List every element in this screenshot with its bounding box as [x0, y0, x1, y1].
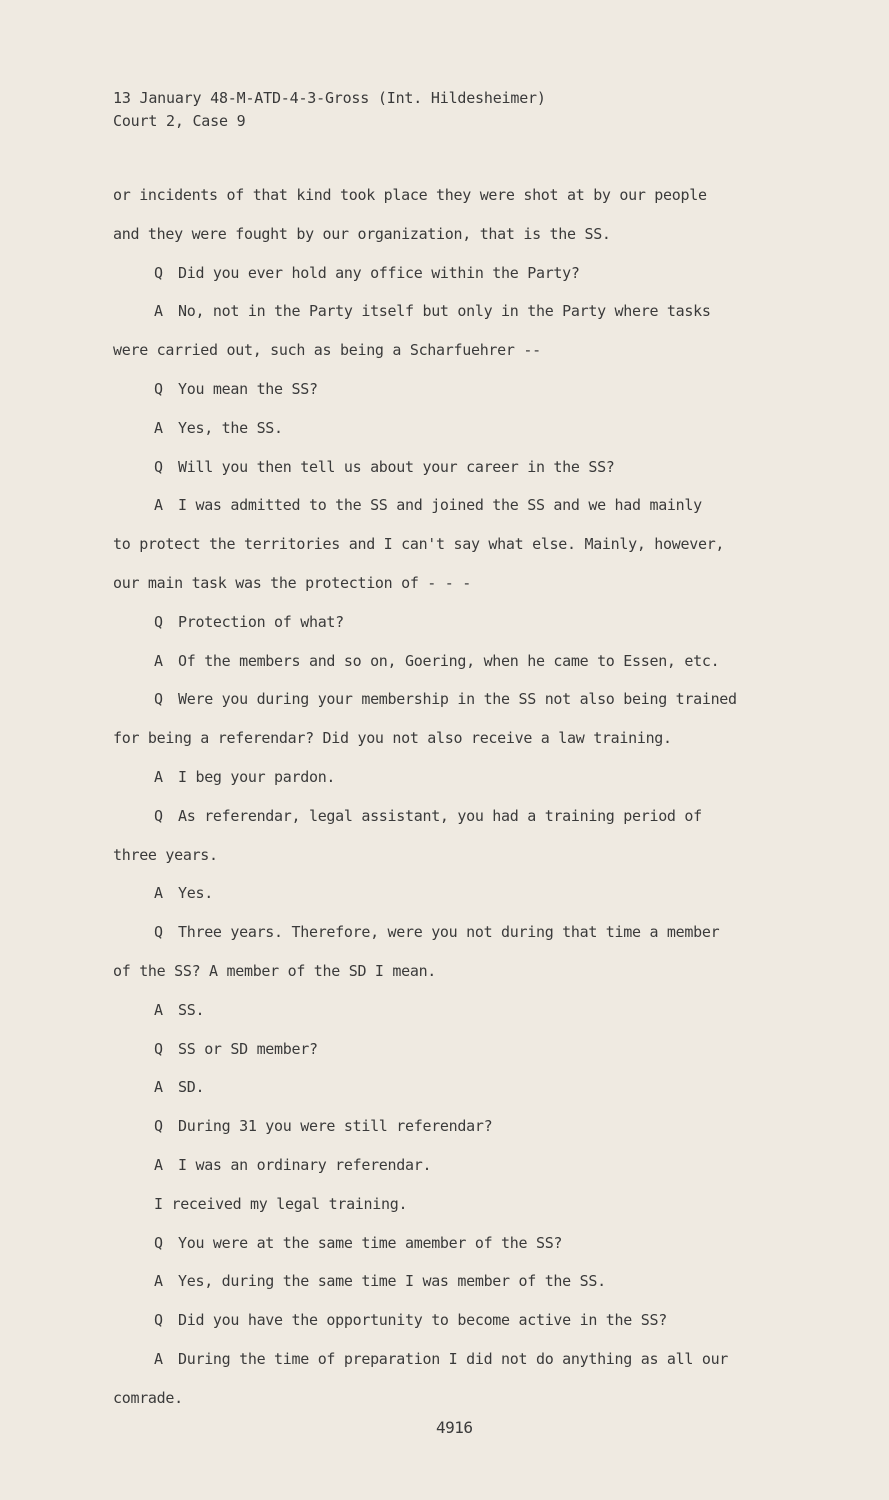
line-text: Of the members and so on, Goering, when he came to Essen, etc.	[178, 651, 720, 670]
header-line-date-reference: 13 January 48-M-ATD-4-3-Gross (Int. Hildesheimer)	[113, 89, 546, 107]
transcript-line	[113, 261, 813, 300]
line-text: comrade.	[113, 1388, 183, 1407]
speaker-label: Q	[154, 379, 163, 398]
speaker-label: Q	[154, 690, 163, 709]
transcript-line	[113, 183, 813, 222]
transcript-line	[113, 726, 813, 765]
line-text: Yes, during the same time I was member of the SS.	[178, 1272, 606, 1291]
line-text: No, not in the Party itself but only in the Party where tasks	[178, 302, 711, 321]
line-text: SD.	[178, 1078, 205, 1097]
line-text: Protection of what?	[178, 612, 344, 631]
line-text: and they were fought by our organization, that is the SS.	[113, 224, 611, 243]
line-text: Will you then tell us about your career in the SS?	[178, 457, 615, 476]
transcript-line	[113, 493, 813, 532]
line-text: As referendar, legal assistant, you had a training period of	[178, 806, 702, 825]
speaker-label: A	[154, 1349, 163, 1368]
transcript-line	[113, 843, 813, 882]
speaker-label: A	[154, 767, 163, 786]
line-text: or incidents of that kind took place they were shot at by our people	[113, 186, 707, 204]
speaker-label: A	[154, 651, 163, 670]
speaker-label: A	[154, 1000, 163, 1019]
line-text: for being a referendar? Did you not also receive a law training.	[113, 729, 672, 748]
transcript-line	[113, 1114, 813, 1153]
transcript-line	[113, 1308, 813, 1347]
speaker-label: A	[154, 1155, 163, 1174]
transcript-line	[113, 920, 813, 959]
line-text: You mean the SS?	[178, 379, 318, 398]
transcript-line	[113, 804, 813, 843]
line-text: our main task was the protection of - - -	[113, 573, 471, 592]
speaker-label: Q	[154, 1039, 163, 1058]
speaker-label: Q	[154, 1117, 163, 1136]
speaker-label: A	[154, 1272, 163, 1291]
transcript-line	[113, 299, 813, 338]
line-text: SS.	[178, 1000, 205, 1019]
transcript-line	[113, 649, 813, 688]
transcript-line	[113, 1347, 813, 1386]
transcript-line	[113, 1037, 813, 1076]
speaker-label: Q	[154, 806, 163, 825]
line-text: You were at the same time amember of the SS?	[178, 1233, 563, 1252]
transcript-line	[113, 571, 813, 610]
speaker-label: A	[154, 418, 163, 437]
line-text: I was admitted to the SS and joined the SS and we had mainly	[178, 496, 702, 515]
line-text: SS or SD member?	[178, 1039, 318, 1058]
line-text: During the time of preparation I did not do anything as all our	[178, 1349, 729, 1368]
speaker-label: Q	[154, 612, 163, 631]
transcript-line	[113, 338, 813, 377]
line-text: I was an ordinary referendar.	[178, 1155, 432, 1174]
speaker-label: Q	[154, 1311, 163, 1330]
transcript-line	[113, 1269, 813, 1308]
speaker-label: A	[154, 302, 163, 321]
transcript-line	[113, 532, 813, 571]
line-text: Yes.	[178, 884, 213, 903]
speaker-label: Q	[154, 923, 163, 942]
speaker-label: A	[154, 1078, 163, 1097]
line-text: Three years. Therefore, were you not during that time a member	[178, 923, 720, 942]
line-text: were carried out, such as being a Scharfuehrer --	[113, 341, 541, 360]
line-text: Yes, the SS.	[178, 418, 283, 437]
transcript-body	[113, 183, 813, 1425]
speaker-label: Q	[154, 1233, 163, 1252]
transcript-line	[113, 610, 813, 649]
speaker-label: Q	[154, 457, 163, 476]
line-text: I beg your pardon.	[178, 767, 336, 786]
line-text: I received my legal training.	[154, 1194, 408, 1213]
speaker-label: A	[154, 884, 163, 903]
transcript-line	[113, 416, 813, 455]
transcript-line	[113, 881, 813, 920]
line-text: During 31 you were still referendar?	[178, 1117, 493, 1136]
transcript-line	[113, 959, 813, 998]
line-text: of the SS? A member of the SD I mean.	[113, 961, 437, 980]
transcript-line	[113, 765, 813, 804]
line-text: Did you ever hold any office within the Party?	[178, 263, 580, 282]
transcript-line	[113, 377, 813, 416]
line-text: Did you have the opportunity to become active in the SS?	[178, 1311, 667, 1330]
transcript-line	[113, 222, 813, 261]
page-number: 4916	[436, 1418, 473, 1437]
line-text: three years.	[113, 845, 218, 864]
transcript-line	[113, 1192, 813, 1231]
transcript-line	[113, 1075, 813, 1114]
transcript-line	[113, 455, 813, 494]
speaker-label: Q	[154, 263, 163, 282]
transcript-line	[113, 1231, 813, 1270]
transcript-line	[113, 998, 813, 1037]
transcript-line	[113, 1153, 813, 1192]
transcript-line	[113, 687, 813, 726]
speaker-label: A	[154, 496, 163, 515]
header-line-court-case: Court 2, Case 9	[113, 112, 246, 130]
line-text: to protect the territories and I can't say what else. Mainly, however,	[113, 535, 725, 554]
document-header	[113, 87, 546, 133]
line-text: Were you during your membership in the SS not also being trained	[178, 690, 737, 709]
